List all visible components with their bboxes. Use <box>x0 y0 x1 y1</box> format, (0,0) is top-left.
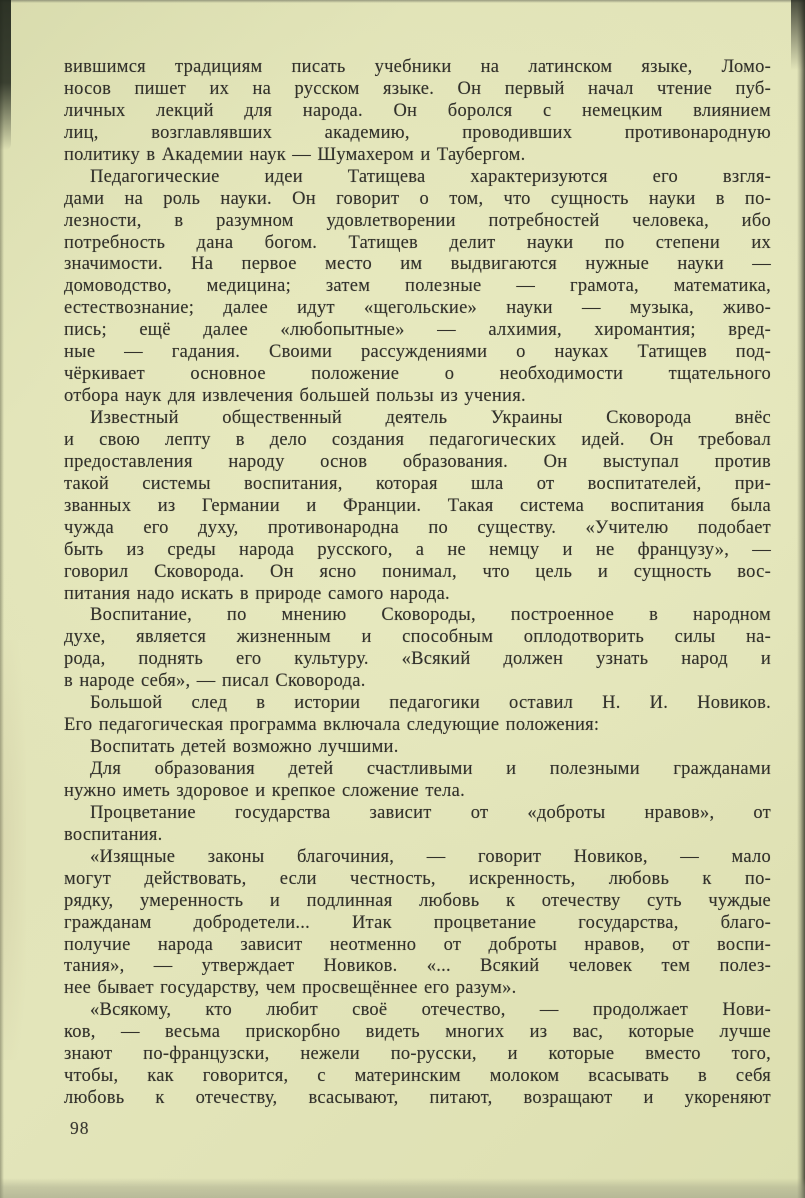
text-line: тания», — утверждает Новиков. «... Всякий человек тем полез- <box>64 956 771 977</box>
text-line: значимости. На первое место им выдвигаются нужные науки — <box>64 254 771 275</box>
text-line: и свою лепту в дело создания педагогических идей. Он требовал <box>64 429 771 450</box>
text-line: чужда его духу, противонародна по существу. «Учителю подобает <box>64 517 771 538</box>
text-line: нее бывает государству, чем просвещённее его разум». <box>64 978 517 999</box>
page-text <box>64 57 771 1110</box>
scan-edge-top <box>0 0 805 3</box>
text-line: лезности, в разумном удовлетворении потребностей человека, ибо <box>64 210 771 231</box>
scan-edge-right <box>797 0 805 1198</box>
scan-edge-left-corner <box>0 0 11 150</box>
text-line: потребность дана богом. Татищев делит науки по степени их <box>64 232 771 253</box>
text-line: рода, поднять его культуру. «Всякий должен узнать народ и <box>64 649 771 670</box>
text-line: гражданам добродетели... Итак процветание государства, благо- <box>64 912 771 933</box>
text-line: носов пишет их на русском языке. Он первый начал чтение пуб- <box>64 78 771 99</box>
text-line: дами на роль науки. Он говорит о том, что сущность науки в по- <box>64 188 771 209</box>
text-line: могут действовать, если честность, искренность, любовь к по- <box>64 868 771 889</box>
text-line: ков, — весьма прискорбно видеть многих из вас, которые лучше <box>64 1022 771 1043</box>
text-line: такой системы воспитания, которая шла от воспитателей, при- <box>64 473 771 494</box>
text-line: лиц, возглавлявших академию, проводивших противонародную <box>64 122 771 143</box>
text-line: ные — гадания. Своими рассуждениями о науках Татищев под- <box>64 342 771 363</box>
page-number: 98 <box>70 1118 90 1138</box>
text-line: нужно иметь здоровое и крепкое сложение тела. <box>64 780 465 801</box>
text-line: Его педагогическая программа включала следующие положения: <box>64 715 600 736</box>
text-line: Известный общественный деятель Украины Сковорода внёс <box>90 408 771 428</box>
text-line: Воспитать детей возможно лучшими. <box>90 737 399 758</box>
text-line: получие народа зависит неотменно от доброты нравов, от воспи- <box>64 934 771 955</box>
text-line: домоводство, медицина; затем полезные — грамота, математика, <box>64 276 771 297</box>
text-line: чёркивает основное положение о необходимости тщательного <box>64 364 771 385</box>
text-line: Воспитание, по мнению Сковороды, построенное в народном <box>90 605 771 626</box>
text-line: духе, является жизненным и способным оплодотворить силы на- <box>64 627 771 648</box>
text-line: Педагогические идеи Татищева характеризуются его взгля- <box>90 166 771 187</box>
text-line: питания надо искать в природе самого народа. <box>64 583 450 604</box>
text-line: знают по-французски, нежели по-русски, и которые вместо того, <box>64 1044 771 1065</box>
text-line: «Изящные законы благочиния, — говорит Новиков, — мало <box>90 846 771 867</box>
text-line: в народе себя», — писал Сковорода. <box>64 671 366 692</box>
text-line: быть из среды народа русского, а не немцу и не французу», — <box>64 539 771 560</box>
text-line: вившимся традициям писать учебники на латинском языке, Ломо- <box>64 57 771 77</box>
scan-edge-right-corner <box>791 0 805 70</box>
text-line: Процветание государства зависит от «доброты нравов», от <box>90 802 771 823</box>
text-line: «Всякому, кто любит своё отечество, — продолжает Нови- <box>90 1000 771 1021</box>
text-line: рядку, умеренность и подлинная любовь к отечеству суть чуждые <box>64 890 771 911</box>
text-line: Для образования детей счастливыми и полезными гражданами <box>90 759 771 779</box>
text-line: отбора наук для извлечения большей пользы из учения. <box>64 386 526 407</box>
text-line: естествознание; далее идут «щегольские» науки — музыка, живо- <box>64 298 771 319</box>
text-line: чтобы, как говорится, с материнским молоком всасывать в себя <box>64 1066 771 1087</box>
scan-edge-bottom <box>0 1178 805 1198</box>
text-line: личных лекций для народа. Он боролся с немецким влиянием <box>64 100 771 121</box>
text-line: пись; ещё далее «любопытные» — алхимия, хиромантия; вред- <box>64 320 771 341</box>
text-line: воспитания. <box>64 824 163 845</box>
text-line: политику в Академии наук — Шумахером и Таубергом. <box>64 144 526 165</box>
text-line: Большой след в истории педагогики оставил Н. И. Новиков. <box>90 693 771 714</box>
text-line: предоставления народу основ образования. Он выступал против <box>64 451 771 472</box>
text-line: любовь к отечеству, всасывают, питают, возращают и укореняют <box>64 1088 771 1109</box>
paper-stain <box>0 640 26 1060</box>
text-line: говорил Сковорода. Он ясно понимал, что цель и сущность вос- <box>64 561 771 582</box>
text-line: званных из Германии и Франции. Такая система воспитания была <box>64 495 771 516</box>
